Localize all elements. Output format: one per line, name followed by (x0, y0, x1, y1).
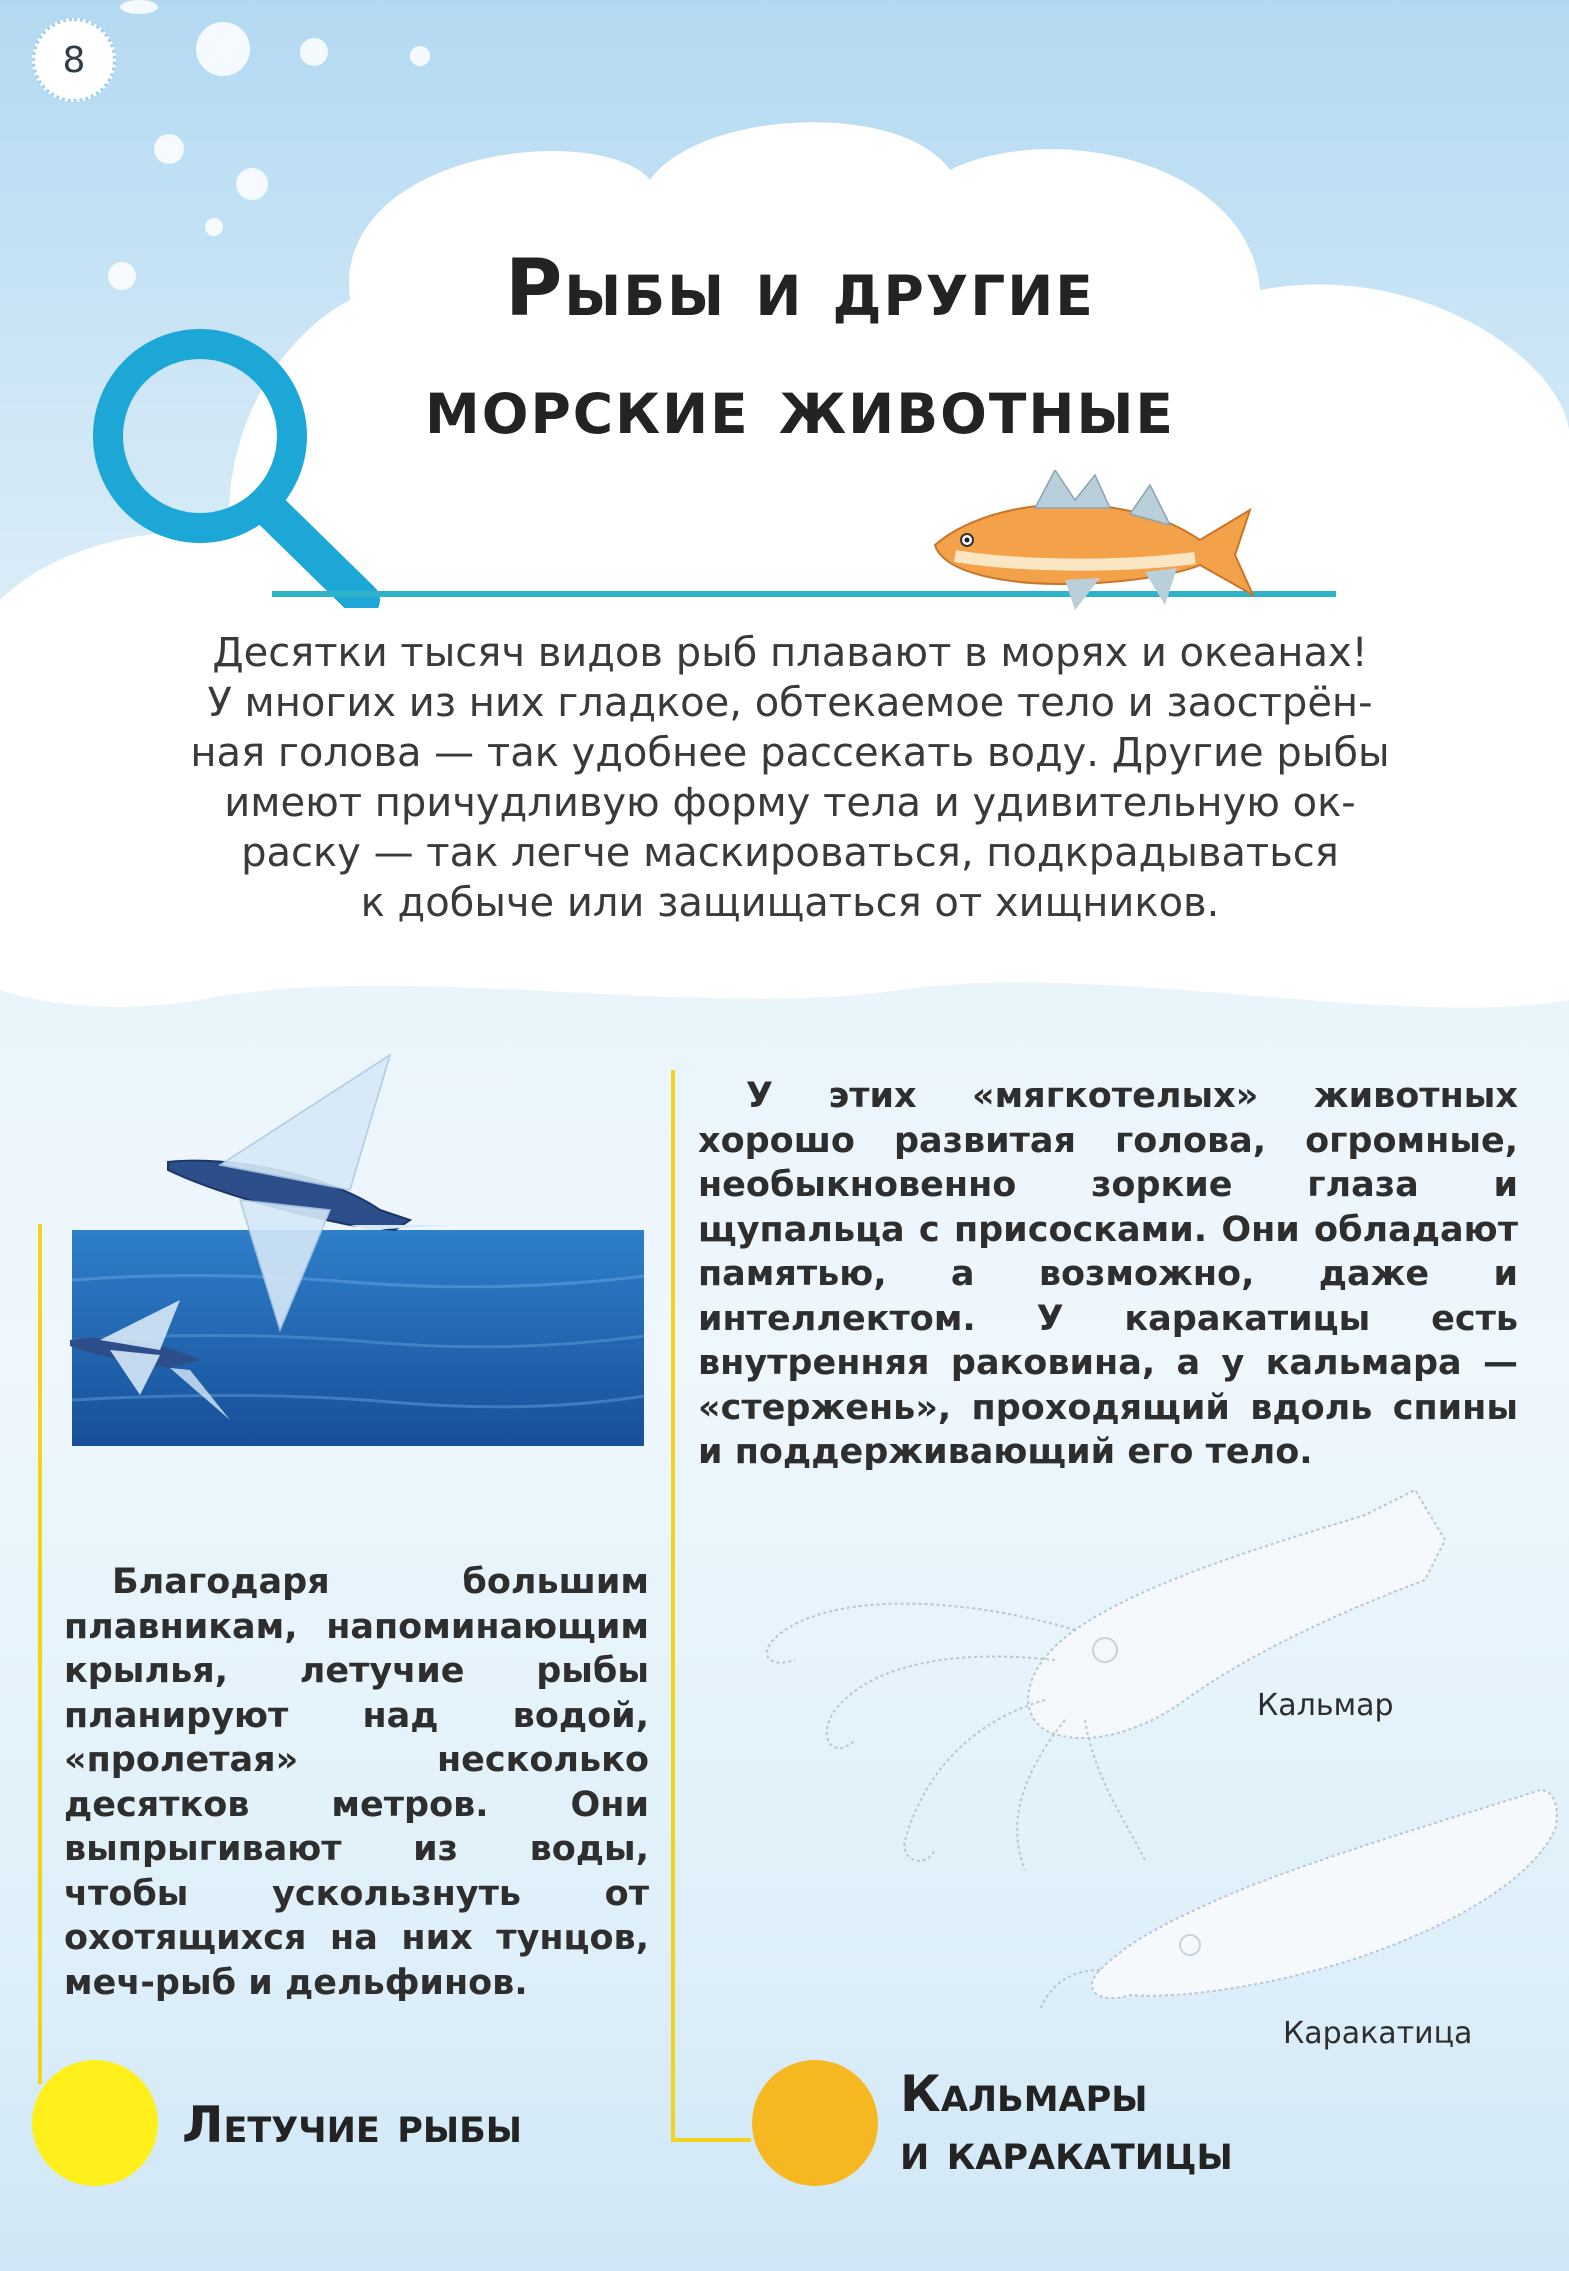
divider-middle (671, 1070, 675, 2142)
bubble (300, 38, 328, 66)
squid-heading-line-1: Кальмары (900, 2065, 1148, 2123)
squid-heading (900, 2065, 1233, 2181)
title-line-1: Рыбы и другие (505, 244, 1095, 334)
bubble (108, 262, 136, 290)
squid-heading-line-2: и каракатицы (900, 2123, 1233, 2181)
page-title (300, 230, 1300, 466)
cuttlefish-illustration (1040, 1770, 1560, 2030)
flying-fish-heading: Летучие рыбы (182, 2096, 523, 2154)
intro-line: раску — так легче маскироваться, подкрадываться (241, 830, 1339, 876)
bubble (236, 168, 268, 200)
squid-paragraph: У этих «мягкотелых» животных хорошо развитая голова, огромные, необыкновенно зоркие глаза и щупальца с присосками. Они обладают памятью, а возможно, даже и интеллектом. У каракатицы есть внутренняя раковина, а у кальмара — «стержень», проходящий вдоль спины и поддерживающий его тело. (698, 1076, 1518, 1472)
flying-fish-paragraph: Благодаря большим плавникам, напоминающим крылья, летучие рыбы планируют над водой, «пролетая» несколько десятков метров. Они выпрыгивают из воды, чтобы ускользнуть от охотящихся на них тунцов, меч-рыб и дельфинов. (64, 1562, 649, 2003)
bubble (205, 218, 223, 236)
squid-label: Кальмар (1257, 1688, 1394, 1723)
divider-left (38, 1224, 42, 2084)
flying-fish-photo (50, 1050, 650, 1450)
intro-line: имеют причудливую форму тела и удивительную ок- (224, 780, 1356, 826)
intro-line: к добыче или защищаться от хищников. (360, 880, 1220, 926)
divider-bottom (671, 2138, 751, 2142)
bubble (196, 22, 250, 76)
bubble (154, 134, 184, 164)
perch-fish-illustration (915, 470, 1255, 610)
page-number: 8 (32, 18, 116, 102)
orange-bullet-icon (752, 2060, 878, 2186)
bubble (120, 0, 158, 14)
yellow-bullet-icon (32, 2060, 158, 2186)
intro-line: У многих из них гладкое, обтекаемое тело и заострён- (207, 680, 1373, 726)
intro-line: ная голова — так удобнее рассекать воду. Другие рыбы (190, 730, 1390, 776)
intro-paragraph (130, 628, 1450, 928)
bubble (410, 46, 430, 66)
cuttlefish-label: Каракатица (1283, 2016, 1473, 2051)
title-line-2: морские животные (424, 362, 1175, 452)
intro-line: Десятки тысяч видов рыб плавают в морях и океанах! (212, 630, 1368, 676)
